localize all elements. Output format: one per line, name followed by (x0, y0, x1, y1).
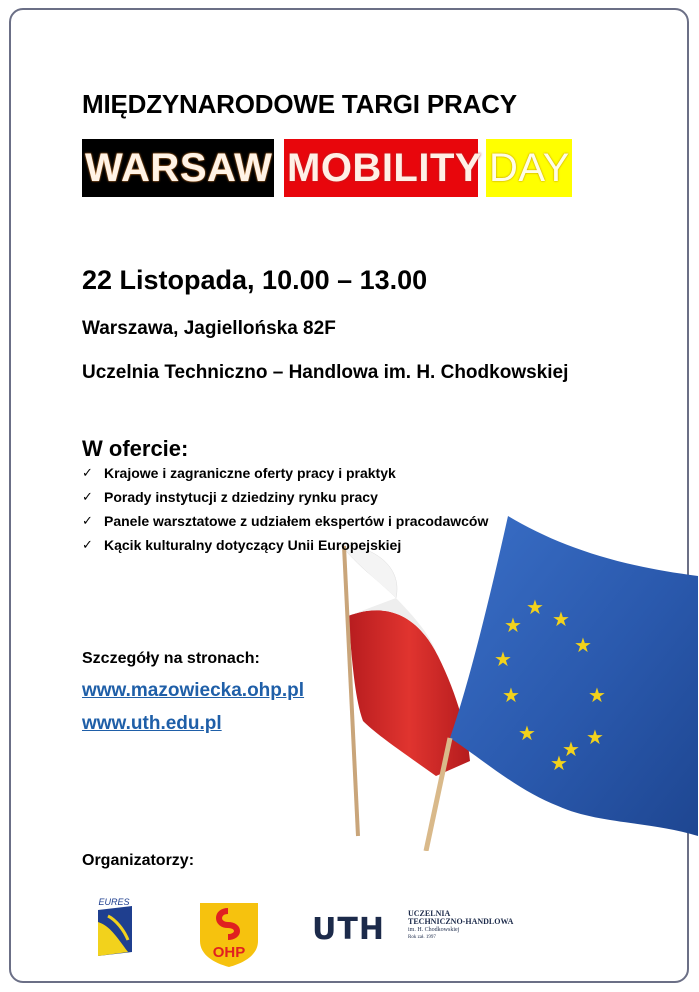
svg-text:★: ★ (526, 595, 544, 619)
offer-item-text: Panele warsztatowe z udziałem ekspertów i pracodawców (104, 513, 489, 529)
svg-text:★: ★ (494, 647, 512, 671)
event-address: Warszawa, Jagiellońska 82F (82, 318, 336, 339)
offer-item-text: Kącik kulturalny dotyczący Unii Europejskiej (104, 537, 402, 553)
eures-logo-text: EURES (98, 897, 130, 907)
banner-mobility (284, 139, 483, 197)
svg-text:★: ★ (550, 751, 568, 775)
ohp-logo-text: OHP (212, 944, 246, 961)
offer-item (82, 536, 488, 560)
ohp-logo (192, 897, 266, 969)
svg-text:★: ★ (588, 683, 606, 707)
event-institution: Uczelnia Techniczno – Handlowa im. H. Chodkowskiej (82, 362, 569, 383)
offer-item-text: Porady instytucji z dziedziny rynku pracy (104, 489, 378, 505)
check-icon: ✓ (82, 537, 93, 552)
page-heading: MIĘDZYNARODOWE TARGI PRACY (82, 89, 517, 119)
uth-logo (312, 906, 527, 946)
banner-warsaw-text: WARSAW (85, 146, 273, 190)
eures-logo (88, 896, 140, 960)
link-mazowiecka-ohp[interactable]: www.mazowiecka.ohp.pl (82, 680, 305, 701)
check-icon: ✓ (82, 513, 93, 528)
eu-flag (426, 516, 698, 851)
uth-logo-word: UTH (312, 912, 385, 947)
banner-warsaw (82, 139, 274, 197)
check-icon: ✓ (82, 465, 93, 480)
banner-mobility-text: MOBILITY (287, 146, 483, 190)
svg-text:★: ★ (562, 737, 580, 761)
uth-logo-subtitle: UCZELNIA TECHNICZNO-HANDLOWA im. H. Chodkowskiej Rok zał. 1997 (408, 909, 514, 940)
svg-text:★: ★ (586, 725, 604, 749)
offer-item (82, 464, 488, 488)
offer-title: W ofercie: (82, 436, 189, 461)
svg-text:★: ★ (518, 721, 536, 745)
event-date: 22 Listopada, 10.00 – 13.00 (82, 265, 428, 295)
organizers-title: Organizatorzy: (82, 852, 195, 869)
link-uth[interactable]: www.uth.edu.pl (82, 713, 222, 734)
offer-list (82, 464, 488, 560)
offer-item (82, 512, 488, 536)
banner-day-text: DAY (489, 146, 570, 190)
banner-day (486, 139, 572, 197)
check-icon: ✓ (82, 489, 93, 504)
poland-flag (340, 544, 470, 836)
svg-text:★: ★ (504, 613, 522, 637)
svg-text:★: ★ (502, 683, 520, 707)
svg-text:★: ★ (552, 607, 570, 631)
offer-item-text: Krajowe i zagraniczne oferty pracy i praktyk (104, 465, 396, 481)
svg-text:★: ★ (574, 633, 592, 657)
details-title: Szczegóły na stronach: (82, 650, 260, 667)
offer-item (82, 488, 488, 512)
